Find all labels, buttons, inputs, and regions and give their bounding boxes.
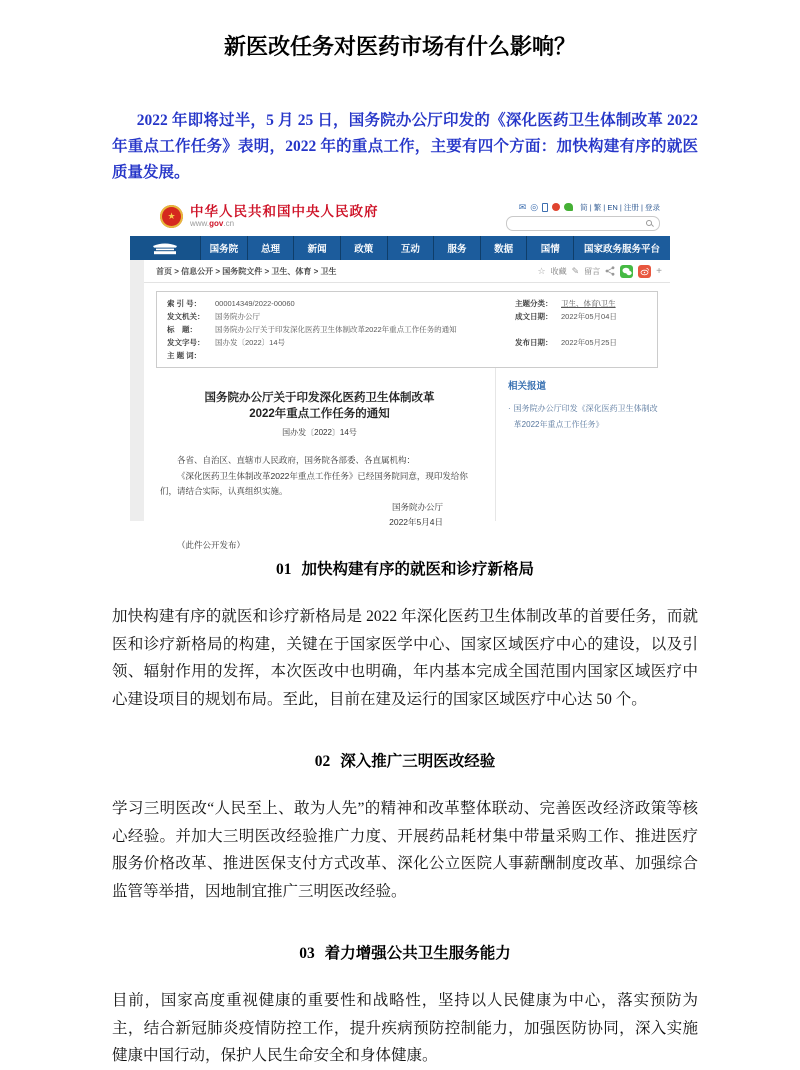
meta-value-title: 国务院办公厅关于印发深化医药卫生体制改革2022年重点工作任务的通知 xyxy=(215,325,457,334)
meta-label: 主题分类： xyxy=(515,299,553,308)
meta-label: 索 引 号： xyxy=(167,299,202,308)
page-title: 新医改任务对医药市场有什么影响？ xyxy=(223,34,576,59)
section-heading-01: 01 加快构建有序的就医和诊疗新格局 xyxy=(275,561,534,578)
document-panel xyxy=(144,282,670,550)
header-icon-row xyxy=(519,202,660,213)
document-meta-box xyxy=(156,291,658,368)
related-report-link[interactable]: · 国务院办公厅印发《深化医药卫生体制改革2022年重点工作任务》 xyxy=(508,401,658,433)
header-utility-area xyxy=(506,202,660,231)
meta-label: 发文字号： xyxy=(167,338,205,347)
search-input[interactable] xyxy=(506,216,660,231)
site-url: www.gov.cn xyxy=(190,219,235,228)
section-heading-02: 02 深入推广三明医改经验 xyxy=(314,753,496,770)
govcn-logo[interactable] xyxy=(160,204,379,228)
breadcrumb[interactable]: 首页 > 信息公开 > 国务院文件 > 卫生、体育 > 卫生 xyxy=(156,266,337,276)
nav-home-button[interactable] xyxy=(130,236,200,260)
meta-value-publish-date: 2022年05月25日 xyxy=(561,338,617,347)
meta-label: 成文日期： xyxy=(515,312,553,321)
nav-item-guoqing[interactable]: 国情 xyxy=(526,236,573,260)
document-title: 国务院办公厅关于印发深化医药卫生体制改革 2022年重点工作任务的通知 xyxy=(204,392,435,420)
intro-paragraph: 2022 年即将过半，5 月 25 日，国务院办公厅印发的《深化医药卫生体制改革 2022 年重点工作任务》表明，2022 年的重点工作，主要有四个方面：加快构建有序的就医质量发展。 xyxy=(112,112,698,181)
nav-item-zhengce[interactable]: 政策 xyxy=(340,236,387,260)
meta-value-written-date: 2022年05月04日 xyxy=(561,312,617,321)
meta-label: 发文机关： xyxy=(167,312,205,321)
mobile-icon[interactable] xyxy=(542,203,548,212)
document-signer: 国务院办公厅 xyxy=(391,501,443,512)
meta-value-keywords xyxy=(215,349,647,362)
document-paragraph: 《深化医药卫生体制改革2022年重点工作任务》已经国务院同意，现印发给你们，请结合实际，认真组织实施。 xyxy=(160,470,468,496)
document-content xyxy=(144,368,495,550)
meta-value-doc-no: 国办发〔2022〕14号 xyxy=(215,338,286,347)
meta-value-issuer: 国务院办公厅 xyxy=(215,312,260,321)
weibo-icon[interactable] xyxy=(552,203,560,211)
bullet-icon: · xyxy=(508,404,511,413)
nav-item-zhengwu-platform[interactable]: 国家政务服务平台 xyxy=(573,236,670,260)
breadcrumb-row xyxy=(144,260,670,282)
nav-item-fuwu[interactable]: 服务 xyxy=(433,236,480,260)
nav-item-guowuyuan[interactable]: 国务院 xyxy=(200,236,247,260)
tiananmen-icon xyxy=(151,242,179,255)
meta-label: 发布日期： xyxy=(515,338,553,347)
section-paragraph-01: 加快构建有序的就医和诊疗新格局是 2022 年深化医药卫生体制改革的首要任务，而就医和诊疗新格局的构建，关键在于国家医学中心、国家区域医疗中心的建设，以及引领、辐射作用的发挥，本次医改中也明确，年内基本完成全国范围内国家区域医疗中心建设项目的规划布局。至此，目前在建及运行的国家区域医疗中心达 50 个。 xyxy=(112,608,698,708)
pencil-icon[interactable]: ✎ xyxy=(571,265,580,276)
weibo-share-icon[interactable] xyxy=(638,265,651,278)
site-name: 中华人民共和国中央人民政府 xyxy=(190,204,379,219)
nav-item-zongli[interactable]: 总理 xyxy=(247,236,294,260)
meta-value-category[interactable]: 卫生、体育\卫生 xyxy=(561,299,616,308)
document-sign-date: 2022年5月4日 xyxy=(389,517,443,527)
nav-item-hudong[interactable]: 互动 xyxy=(387,236,434,260)
related-reports-sidebar xyxy=(495,368,670,521)
mail-icon[interactable]: ✉ xyxy=(518,201,527,212)
govcn-header xyxy=(130,196,670,236)
meta-label: 标 题： xyxy=(167,325,197,334)
share-icon[interactable] xyxy=(605,266,615,276)
page-actions xyxy=(538,265,662,278)
more-share-button[interactable]: + xyxy=(656,265,662,277)
document-public-note: （此件公开发布） xyxy=(177,539,246,550)
left-gutter xyxy=(130,260,144,521)
govcn-screenshot xyxy=(130,196,670,550)
rss-icon[interactable]: ◎ xyxy=(530,201,539,212)
article-page xyxy=(0,30,800,1064)
govcn-body xyxy=(130,260,670,550)
national-emblem-icon xyxy=(160,205,183,228)
nav-item-xinwen[interactable]: 新闻 xyxy=(293,236,340,260)
meta-value-index-no: 000014349/2022-00060 xyxy=(215,299,295,308)
section-paragraph-03: 目前，国家高度重视健康的重要性和战略性，坚持以人民健康为中心，落实预防为主，结合新冠肺炎疫情防控工作，提升疾病预防控制能力，加强医防协同，深入实施健康中国行动，保护人民生命安全和身体健康。 xyxy=(112,992,698,1064)
nav-item-shuju[interactable]: 数据 xyxy=(480,236,527,260)
wechat-icon[interactable] xyxy=(564,203,573,211)
section-heading-03: 03 着力增强公共卫生服务能力 xyxy=(299,945,511,962)
document-paragraph: 各省、自治区、直辖市人民政府，国务院各部委、各直属机构： xyxy=(177,455,416,465)
search-icon xyxy=(646,220,652,226)
star-icon[interactable]: ☆ xyxy=(537,265,546,276)
document-number: 国办发〔2022〕14号 xyxy=(282,428,357,437)
main-navbar xyxy=(130,236,670,260)
comment-button[interactable]: 留言 xyxy=(584,266,601,276)
wechat-share-icon[interactable] xyxy=(620,265,633,278)
favorite-button[interactable]: 收藏 xyxy=(550,266,567,276)
section-paragraph-02: 学习三明医改“人民至上、敢为人先”的精神和改革整体联动、完善医改经济政策等核心经验。并加大三明医改经验推广力度、开展药品耗材集中带量采购工作、推进医疗服务价格改革、推进医保支付方式改革、深化公立医院人事薪酬制度改革、加强综合监管等举措，因地制宜推广三明医改经验。 xyxy=(112,800,698,900)
language-links[interactable]: 简 | 繁 | EN | 注册 | 登录 xyxy=(580,202,660,212)
article-body xyxy=(112,557,698,1070)
meta-label: 主 题 词： xyxy=(167,351,202,360)
related-reports-header: 相关报道 xyxy=(508,381,547,392)
